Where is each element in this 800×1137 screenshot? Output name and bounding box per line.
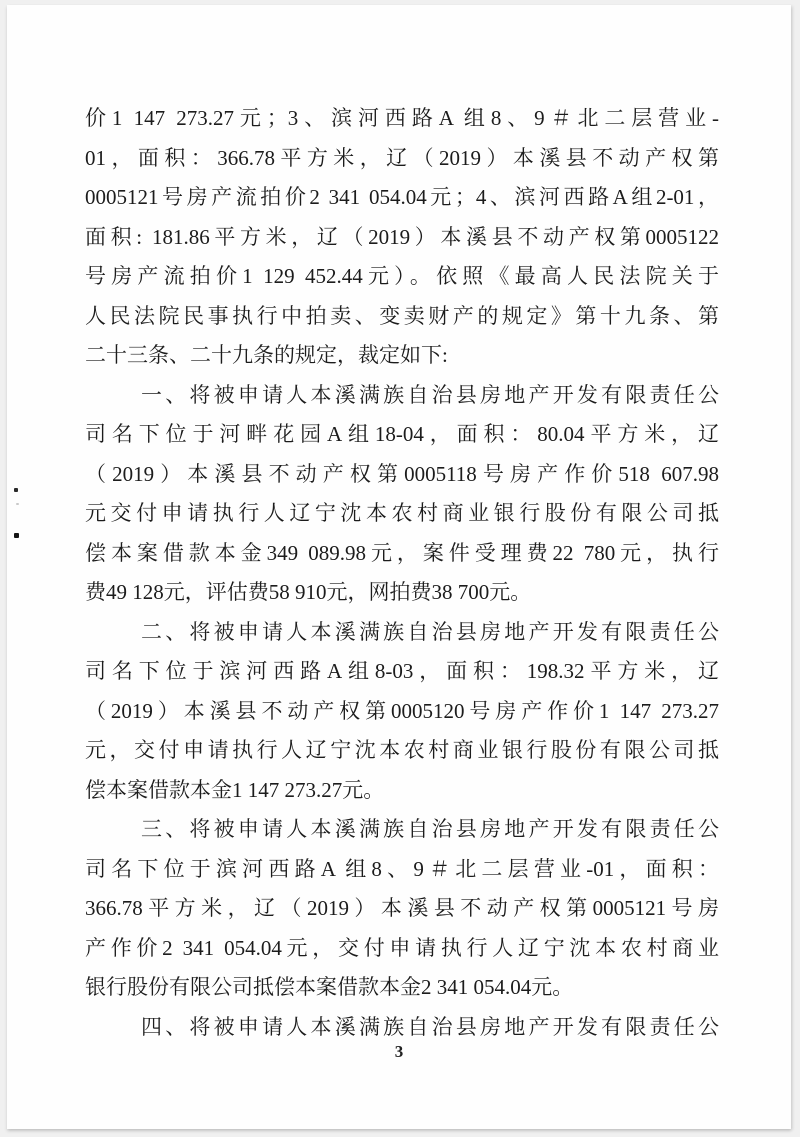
document-paper [7,5,791,1129]
document-body [85,99,719,1047]
text-line: （2019）本溪县不动产权第0005118号房产作价518 607.98 [85,461,719,486]
ruling-item-3 [85,810,719,1008]
text-line: 银行股份有限公司抵偿本案借款本金2 341 054.04元。 [85,975,574,999]
scan-artifact-dot [14,533,19,538]
text-line: 面积: 181.86平方米，辽（2019）本溪县不动产权第0005122 [85,224,719,249]
text-line: 产作价2 341 054.04元，交付申请执行人辽宁沈本农村商业 [85,935,719,960]
scan-artifact-dot [14,488,18,492]
text-line: 0005121号房产流拍价2 341 054.04元；4、滨河西路A组2-01， [85,185,719,209]
text-line: 费49 128元，评估费58 910元，网拍费38 700元。 [85,580,532,604]
text-line: （2019）本溪县不动产权第0005120号房产作价1 147 273.27 [85,698,719,723]
text-line: 01，面积：366.78平方米，辽（2019）本溪县不动产权第 [85,145,719,170]
text-line: 偿本案借款本金1 147 273.27元。 [85,777,385,802]
text-line: 价1 147 273.27元；3、滨河西路A 组8、9＃北二层营业- [85,106,719,130]
ruling-intro-continuation [85,99,719,376]
text-line: 二十三条、二十九条的规定，裁定如下: [85,343,448,367]
text-line: 司名下位于河畔花园A组18-04，面积：80.04平方米，辽 [85,422,719,446]
text-line: 四、将被申请人本溪满族自治县房地产开发有限责任公 [141,1014,719,1039]
text-line: 司名下位于滨河西路A 组8、9＃北二层营业-01，面积： [85,856,719,881]
text-line: 二、将被申请人本溪满族自治县房地产开发有限责任公 [141,619,719,644]
text-line: 号房产流拍价1 129 452.44元）。依照《最高人民法院关于 [85,264,719,288]
text-line: 偿本案借款本金349 089.98元，案件受理费22 780元，执行 [85,540,719,565]
scan-artifact-dot [16,503,19,505]
page-number: 3 [394,1042,404,1061]
text-line: 司名下位于滨河西路A组8-03，面积：198.32平方米，辽 [85,659,719,683]
ruling-item-1 [85,376,719,613]
text-line: 元交付申请执行人辽宁沈本农村商业银行股份有限公司抵 [85,501,719,525]
text-line: 366.78平方米，辽（2019）本溪县不动产权第0005121号房 [85,896,719,920]
text-line: 人民法院民事执行中拍卖、变卖财产的规定》第十九条、第 [85,303,719,328]
text-line: 三、将被申请人本溪满族自治县房地产开发有限责任公 [141,817,719,841]
text-line: 一、将被申请人本溪满族自治县房地产开发有限责任公 [141,382,719,407]
ruling-item-2 [85,613,719,811]
text-line: 元，交付申请执行人辽宁沈本农村商业银行股份有限公司抵 [85,738,719,762]
